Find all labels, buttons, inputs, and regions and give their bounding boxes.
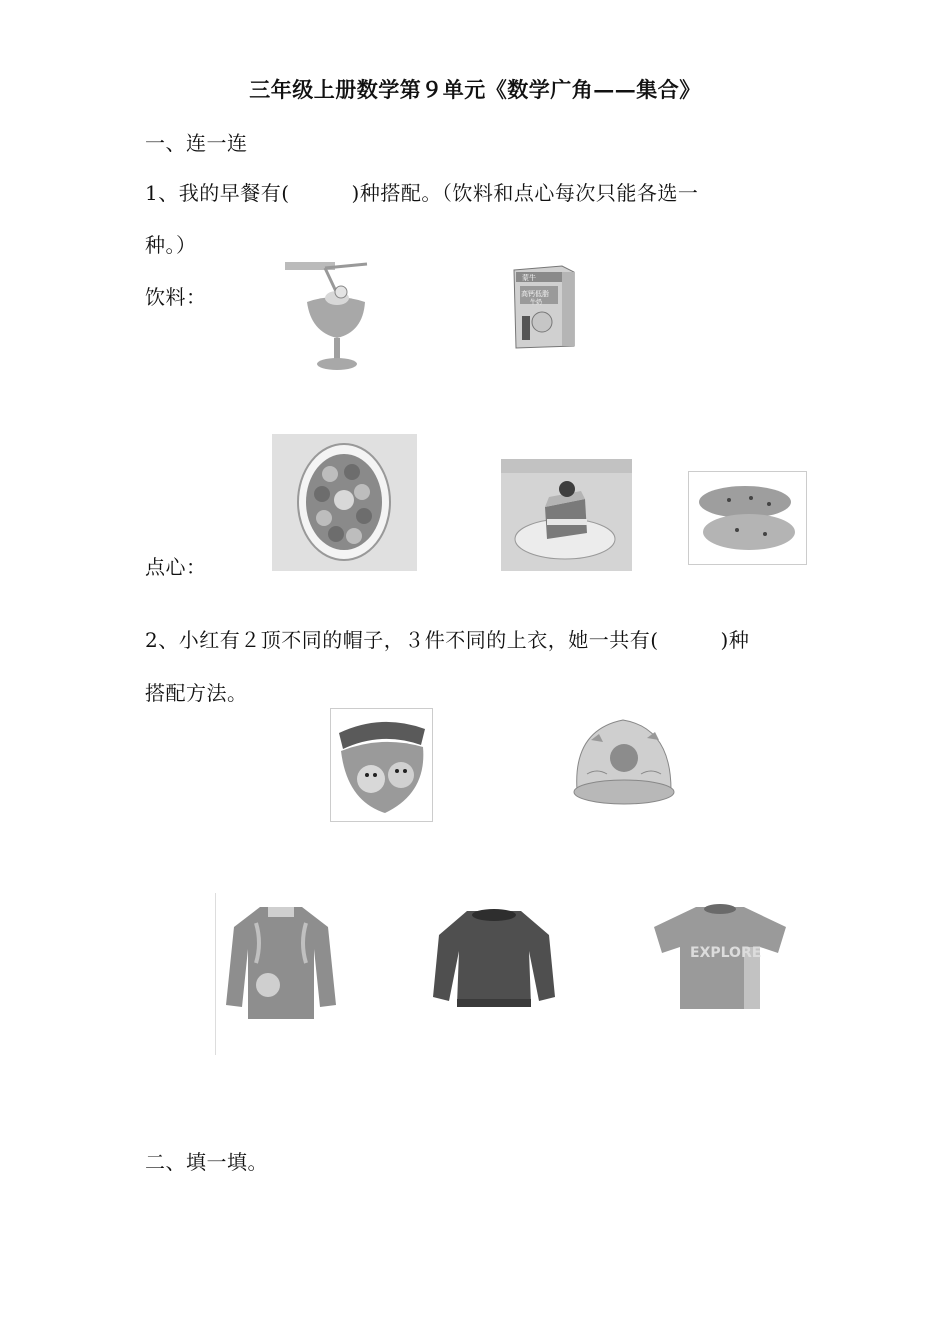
bread-image (688, 471, 807, 565)
cookie-plate-image (272, 434, 417, 571)
tshirt-print-text: EXPLORE (690, 945, 762, 961)
ruffle-shirt-image (215, 893, 346, 1055)
question-2-text-after: )种 (720, 628, 750, 652)
question-1-text-before: 1、我的早餐有( (145, 181, 290, 205)
page-title: 三年级上册数学第９单元《数学广角——集合》 (249, 77, 701, 102)
section-1-heading: 一、连一连 (145, 131, 248, 155)
question-2-text-before: 2、小红有２顶不同的帽子，３件不同的上衣，她一共有( (145, 628, 659, 652)
milk-name-text-2: 牛奶 (530, 299, 543, 306)
question-1-text-after: )种搭配。（饮料和点心每次只能各选一 (351, 181, 699, 205)
bucket-hat-image (567, 710, 680, 810)
question-1-continuation: 种。） (145, 233, 197, 257)
question-2-continuation: 搭配方法。 (145, 681, 248, 705)
visor-hat-image (330, 708, 433, 822)
juice-glass-image (285, 262, 375, 374)
question-1-line (145, 177, 698, 206)
snacks-label: 点心： (145, 555, 207, 579)
drinks-label: 饮料： (145, 285, 207, 309)
milk-name-text-1: 高钙低脂 (521, 290, 549, 298)
cake-slice-image (501, 459, 632, 571)
question-2-line (145, 624, 749, 653)
milk-carton-image (508, 260, 578, 350)
explore-tshirt-image (648, 901, 793, 1016)
section-2-heading: 二、填一填。 (145, 1150, 268, 1174)
milk-brand-text: 蒙牛 (522, 274, 536, 282)
dark-blouse-image (427, 905, 562, 1020)
